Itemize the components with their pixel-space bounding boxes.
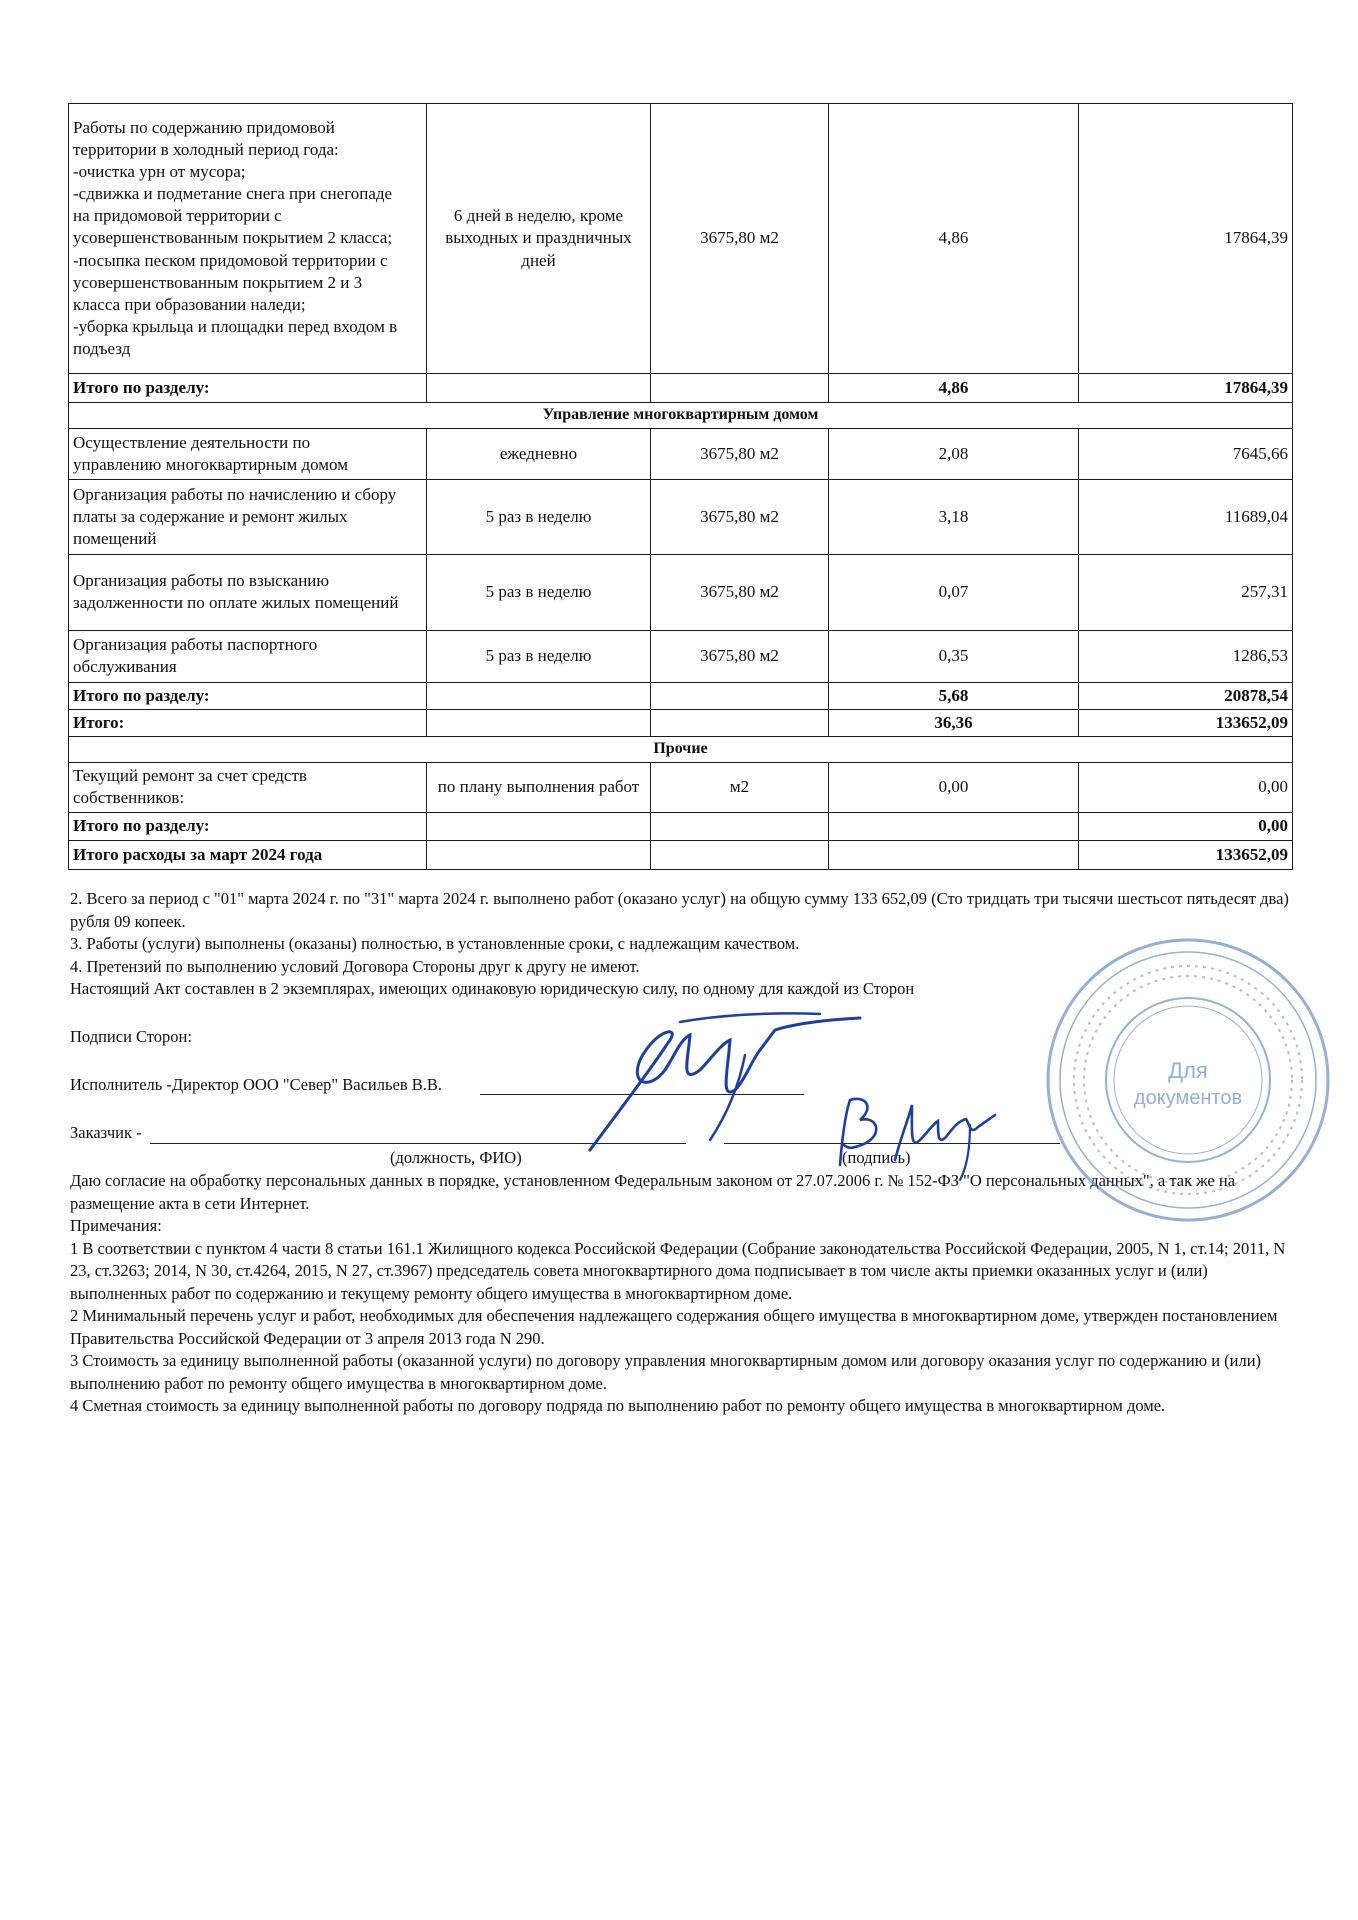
customer-label: Заказчик - xyxy=(70,1123,142,1142)
work-name-cell: Осуществление деятельности по управлению многоквартирным домом xyxy=(69,428,427,479)
rate-cell: 4,86 xyxy=(829,104,1079,374)
empty-cell xyxy=(829,840,1079,869)
clause-3: 3. Работы (услуги) выполнены (оказаны) полностью, в установленные сроки, с надлежащим качеством. xyxy=(70,934,800,953)
section-total-row xyxy=(69,682,1293,709)
empty-cell xyxy=(427,374,651,403)
organization-stamp xyxy=(1038,930,1338,1230)
area-cell: 3675,80 м2 xyxy=(651,630,829,682)
table-row xyxy=(69,554,1293,630)
rate-cell: 3,18 xyxy=(829,479,1079,554)
table-row xyxy=(69,630,1293,682)
area-cell: 3675,80 м2 xyxy=(651,554,829,630)
section-header-row xyxy=(69,403,1293,429)
customer-signature xyxy=(820,1085,1020,1185)
section-total-row xyxy=(69,812,1293,840)
empty-cell xyxy=(651,682,829,709)
grand-subtotal-row xyxy=(69,709,1293,736)
work-name-cell: Организация работы по взысканию задолженности по оплате жилых помещений xyxy=(69,554,427,630)
empty-cell xyxy=(427,709,651,736)
note-2: 2 Минимальный перечень услуг и работ, необходимых для обеспечения надлежащего содержания общего имущества в многоквартирном доме, утвержден постановлением Правительства Российской Федерации от 3 апреля 2013 года N 290. xyxy=(70,1306,1278,1348)
table-row xyxy=(69,104,1293,374)
total-label: Итого по разделу: xyxy=(69,374,427,403)
total-label: Итого расходы за март 2024 года xyxy=(69,840,427,869)
rate-cell: 0,00 xyxy=(829,762,1079,812)
sum-cell: 0,00 xyxy=(1079,812,1293,840)
section-title: Управление многоквартирным домом xyxy=(69,403,1293,429)
area-cell: м2 xyxy=(651,762,829,812)
frequency-cell: 5 раз в неделю xyxy=(427,479,651,554)
sum-cell: 7645,66 xyxy=(1079,428,1293,479)
signatures-title: Подписи Сторон: xyxy=(70,1027,192,1046)
sum-cell: 133652,09 xyxy=(1079,709,1293,736)
empty-cell xyxy=(651,709,829,736)
total-label: Итого по разделу: xyxy=(69,812,427,840)
signature-caption: (подпись) xyxy=(842,1148,911,1167)
rate-cell: 2,08 xyxy=(829,428,1079,479)
grand-total-row xyxy=(69,840,1293,869)
sum-cell: 17864,39 xyxy=(1079,104,1293,374)
work-name-cell: Организация работы паспортного обслуживания xyxy=(69,630,427,682)
section-header-row xyxy=(69,736,1293,762)
clause-2: 2. Всего за период с "01" марта 2024 г. по "31" марта 2024 г. выполнено работ (оказано услуг) на общую сумму 133 652,09 (Сто тридцать три тысячи шестьсот пятьдесят два) рубля 09 копеек. xyxy=(70,889,1289,931)
sum-cell: 17864,39 xyxy=(1079,374,1293,403)
section-title: Прочие xyxy=(69,736,1293,762)
work-name-cell: Текущий ремонт за счет средств собственников: xyxy=(69,762,427,812)
rate-cell: 0,07 xyxy=(829,554,1079,630)
area-cell: 3675,80 м2 xyxy=(651,104,829,374)
frequency-cell: по плану выполнения работ xyxy=(427,762,651,812)
notes-title: Примечания: xyxy=(70,1216,162,1235)
empty-cell xyxy=(651,374,829,403)
total-label: Итого: xyxy=(69,709,427,736)
table-row xyxy=(69,428,1293,479)
rate-cell: 36,36 xyxy=(829,709,1079,736)
sum-cell: 11689,04 xyxy=(1079,479,1293,554)
area-cell: 3675,80 м2 xyxy=(651,479,829,554)
consent-text: Даю согласие на обработку персональных данных в порядке, установленном Федеральным законом от 27.07.2006 г. № 152-ФЗ "О персональных данных", а так же на размещение акта в сети Интернет. xyxy=(70,1171,1236,1213)
section-total-row xyxy=(69,374,1293,403)
work-name-cell: Организация работы по начислению и сбору платы за содержание и ремонт жилых помещений xyxy=(69,479,427,554)
executor-label: Исполнитель -Директор ООО "Север" Васильев В.В. xyxy=(70,1075,442,1094)
empty-cell xyxy=(651,812,829,840)
sum-cell: 1286,53 xyxy=(1079,630,1293,682)
sum-cell: 257,31 xyxy=(1079,554,1293,630)
stamp-label-1: Для xyxy=(1168,1058,1208,1083)
area-cell: 3675,80 м2 xyxy=(651,428,829,479)
total-label: Итого по разделу: xyxy=(69,682,427,709)
frequency-cell: 5 раз в неделю xyxy=(427,630,651,682)
rate-cell: 5,68 xyxy=(829,682,1079,709)
clause-4: 4. Претензий по выполнению условий Договора Стороны друг к другу не имеют. xyxy=(70,956,640,976)
position-caption: (должность, ФИО) xyxy=(390,1148,522,1167)
note-1: 1 В соответствии с пунктом 4 части 8 статьи 161.1 Жилищного кодекса Российской Федерации (Собрание законодательства Российской Федерации, 2005, N 1, ст.14; 2011, N 23, ст.3263; 2014, N 30, ст.4264, 2015, N 27, ст.3967) председатель совета многоквартирного дома подписывает в том числе акты приемки оказанных услуг и (или) выполненных работ по содержанию и текущему ремонту общего имущества в многоквартирном доме. xyxy=(70,1238,1286,1303)
clause-copies: Настоящий Акт составлен в 2 экземплярах, имеющих одинаковую юридическую силу, по одному для каждой из Сторон xyxy=(70,979,915,998)
stamp-label-2: документов xyxy=(1133,1087,1243,1109)
empty-cell xyxy=(651,840,829,869)
empty-cell xyxy=(427,812,651,840)
rate-cell: 0,35 xyxy=(829,630,1079,682)
empty-cell xyxy=(829,812,1079,840)
services-table xyxy=(68,103,1293,870)
frequency-cell: 6 дней в неделю, кроме выходных и праздничных дней xyxy=(427,104,651,374)
work-name-cell: Работы по содержанию придомовой территории в холодный период года: -очистка урн от мусора; -сдвижка и подметание снега при снегопаде на придомовой территории с усовершенствованным покрытием 2 класса; -посыпка песком придомовой территории с усовершенствованным покрытием 2 и 3 класса при образовании наледи; -уборка крыльца и площадки перед входом в подъезд xyxy=(69,104,427,374)
table-row xyxy=(69,762,1293,812)
sum-cell: 20878,54 xyxy=(1079,682,1293,709)
sum-cell: 133652,09 xyxy=(1079,840,1293,869)
frequency-cell: ежедневно xyxy=(427,428,651,479)
rate-cell: 4,86 xyxy=(829,374,1079,403)
sum-cell: 0,00 xyxy=(1079,762,1293,812)
empty-cell xyxy=(427,840,651,869)
frequency-cell: 5 раз в неделю xyxy=(427,554,651,630)
table-row xyxy=(69,479,1293,554)
note-3: 3 Стоимость за единицу выполненной работы (оказанной услуги) по договору управления многоквартирным домом или договору оказания услуг по содержанию и (или) выполнению работ по ремонту общего имущества в многоквартирном доме. xyxy=(70,1351,1262,1393)
empty-cell xyxy=(427,682,651,709)
note-4: 4 Сметная стоимость за единицу выполненной работы по договору подряда по выполнению работ по ремонту общего имущества в многоквартирном доме. xyxy=(70,1396,1166,1415)
